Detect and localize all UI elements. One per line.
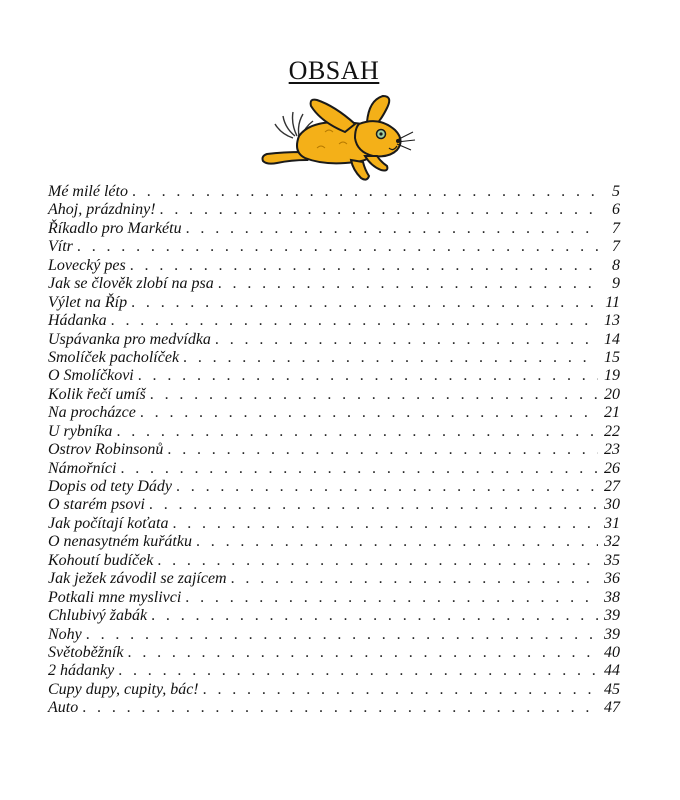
dot-leader [111, 312, 598, 330]
toc-entry-page-number: 8 [612, 256, 620, 274]
dot-leader [116, 423, 598, 441]
dot-leader [167, 441, 598, 459]
toc-entry-title: Uspávanka pro medvídka [48, 330, 211, 348]
toc-entry-title: Ostrov Robinsonů [48, 441, 164, 459]
dot-leader [218, 275, 598, 293]
toc-entry-page-number: 27 [604, 478, 620, 495]
dot-leader [183, 349, 598, 367]
toc-entry-page-number: 44 [604, 662, 620, 680]
toc-entry[interactable] [48, 589, 620, 607]
toc-entry-title: Hádanka [48, 312, 107, 330]
dot-leader [118, 662, 598, 680]
toc-entry-title: Vítr [48, 238, 73, 256]
dot-leader [150, 386, 598, 404]
toc-entry-title: O starém psovi [48, 496, 145, 514]
toc-entry[interactable] [48, 386, 620, 404]
toc-entry[interactable] [48, 423, 620, 441]
dot-leader [231, 570, 598, 588]
toc-entry-title: O Smolíčkovi [48, 367, 134, 385]
toc-entry-page-number: 13 [604, 312, 620, 330]
toc-entry-page-number: 39 [604, 607, 620, 625]
toc-entry[interactable] [48, 201, 620, 219]
dot-leader [86, 626, 598, 644]
dot-leader [185, 589, 598, 607]
toc-entry-page-number: 21 [604, 404, 620, 422]
toc-entry-title: Ahoj, prázdniny! [48, 201, 156, 219]
toc-entry-page-number: 7 [612, 238, 620, 256]
toc-entry-title: Smolíček pacholíček [48, 348, 180, 366]
toc-entry-title: Výlet na Říp [48, 293, 128, 311]
toc-entry[interactable] [48, 331, 620, 349]
toc-entry-title: Cupy dupy, cupity, bác! [48, 680, 199, 698]
toc-entry-page-number: 20 [604, 385, 620, 403]
toc-entry-page-number: 22 [604, 422, 620, 440]
page-title: OBSAH [288, 56, 380, 85]
toc-entry-page-number: 9 [612, 275, 620, 293]
dot-leader [130, 257, 598, 275]
toc-entry-title: Jak počítají koťata [48, 514, 169, 532]
toc-entry[interactable] [48, 607, 620, 625]
toc-entry-page-number: 30 [604, 496, 620, 514]
dot-leader [157, 552, 598, 570]
toc-entry-title: Mé milé léto [48, 183, 128, 200]
toc-entry-title: Kolik řečí umíš [48, 385, 146, 403]
front-leg-2 [351, 160, 369, 180]
toc-entry-page-number: 7 [612, 219, 620, 237]
toc-entry-title: Chlubivý žabák [48, 607, 148, 625]
toc-entry[interactable] [48, 644, 620, 662]
toc-entry[interactable] [48, 460, 620, 478]
toc-entry-title: O nenasytném kuřátku [48, 533, 192, 551]
toc-entry[interactable] [48, 349, 620, 367]
dot-leader [149, 496, 598, 514]
toc-entry[interactable] [48, 478, 620, 496]
toc-entry-page-number: 31 [604, 514, 620, 532]
toc-entry-title: Jak se člověk zlobí na psa [48, 275, 214, 293]
toc-entry[interactable] [48, 275, 620, 293]
running-hare-illustration [255, 92, 420, 187]
dot-leader [82, 699, 598, 717]
toc-entry-page-number: 26 [604, 459, 620, 477]
toc-entry-page-number: 35 [604, 551, 620, 569]
table-of-contents [48, 183, 620, 718]
toc-entry-page-number: 39 [604, 625, 620, 643]
toc-entry-page-number: 5 [612, 183, 620, 200]
toc-entry-page-number: 23 [604, 441, 620, 459]
toc-entry[interactable] [48, 441, 620, 459]
dot-leader [196, 533, 598, 551]
toc-entry[interactable] [48, 552, 620, 570]
dot-leader [140, 404, 598, 422]
toc-entry[interactable] [48, 294, 620, 312]
toc-entry[interactable] [48, 533, 620, 551]
toc-entry-page-number: 19 [604, 367, 620, 385]
dot-leader [176, 478, 598, 496]
toc-entry-title: Kohoutí budíček [48, 551, 154, 569]
front-leg [365, 156, 387, 171]
toc-entry[interactable] [48, 699, 620, 717]
toc-entry-title: Auto [48, 699, 79, 717]
toc-entry-title: Světoběžník [48, 643, 124, 661]
toc-entry[interactable] [48, 312, 620, 330]
dot-leader [138, 367, 598, 385]
toc-entry[interactable] [48, 257, 620, 275]
toc-entry-page-number: 38 [604, 588, 620, 606]
toc-entry-title: Lovecký pes [48, 256, 126, 274]
dot-leader [151, 607, 598, 625]
toc-entry[interactable] [48, 515, 620, 533]
toc-entry-page-number: 15 [604, 348, 620, 366]
dot-leader [77, 238, 598, 256]
toc-entry[interactable] [48, 220, 620, 238]
dot-leader [203, 681, 598, 699]
toc-entry-page-number: 47 [604, 699, 620, 717]
dot-leader [120, 460, 598, 478]
toc-entry-page-number: 45 [604, 680, 620, 698]
dot-leader [132, 183, 598, 201]
dot-leader [186, 220, 598, 238]
toc-entry-title: Nohy [48, 625, 82, 643]
dot-leader [172, 515, 598, 533]
toc-entry-title: Jak ježek závodil se zajícem [48, 570, 227, 588]
toc-entry[interactable] [48, 367, 620, 385]
toc-entry-title: Říkadlo pro Markétu [48, 219, 182, 237]
toc-entry-page-number: 6 [612, 201, 620, 219]
toc-entry-title: U rybníka [48, 422, 113, 440]
toc-entry[interactable] [48, 238, 620, 256]
toc-entry[interactable] [48, 626, 620, 644]
toc-entry-page-number: 11 [605, 293, 620, 311]
dot-leader [128, 644, 598, 662]
toc-entry[interactable] [48, 183, 620, 201]
dot-leader [131, 294, 598, 312]
toc-entry-page-number: 14 [604, 330, 620, 348]
toc-entry[interactable] [48, 662, 620, 680]
hare-pupil [379, 132, 382, 135]
toc-entry-title: Na procházce [48, 404, 136, 422]
hare-head [355, 121, 401, 156]
toc-entry-page-number: 32 [604, 533, 620, 551]
dot-leader [215, 331, 598, 349]
toc-entry-title: 2 hádanky [48, 662, 115, 680]
dot-leader [160, 201, 598, 219]
toc-entry-title: Námořníci [48, 459, 117, 477]
toc-entry-page-number: 36 [604, 570, 620, 588]
toc-entry[interactable] [48, 404, 620, 422]
toc-entry[interactable] [48, 496, 620, 514]
toc-entry-title: Potkali mne myslivci [48, 588, 182, 606]
toc-entry-page-number: 40 [604, 643, 620, 661]
toc-entry[interactable] [48, 681, 620, 699]
toc-entry[interactable] [48, 570, 620, 588]
toc-entry-title: Dopis od tety Dády [48, 478, 172, 495]
